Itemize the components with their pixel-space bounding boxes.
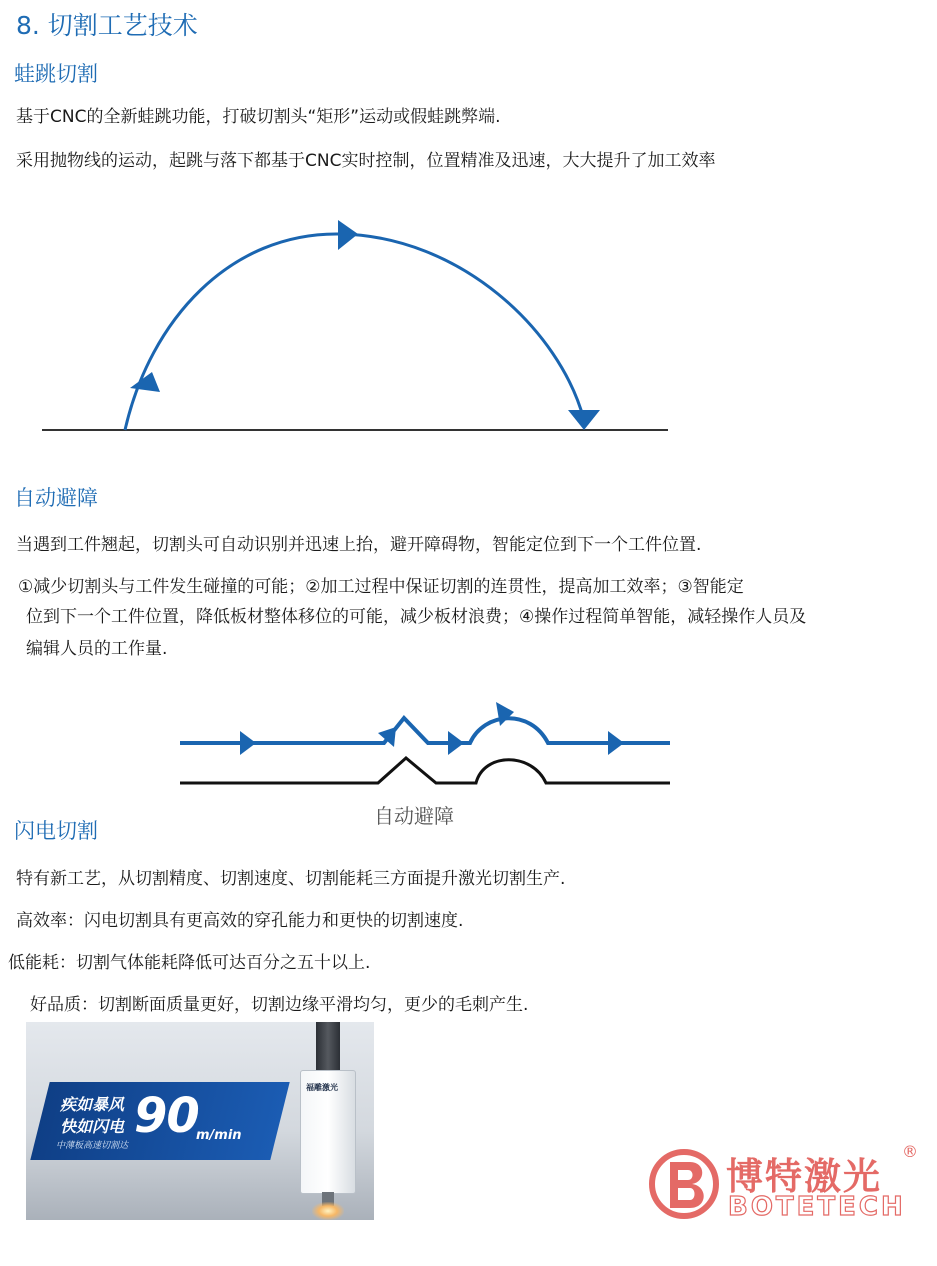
page-title: 8. 切割工艺技术 (16, 11, 198, 40)
promo-slogan-1: 疾如暴风 (60, 1095, 125, 1114)
registered-mark: ® (902, 1142, 918, 1161)
laser-head-top (316, 1022, 340, 1072)
arrow-right-icon (448, 731, 464, 755)
promo-speed-unit: m/min (196, 1128, 242, 1143)
leapfrog-paragraph-1: 基于CNC的全新蛙跳功能，打破切割头“矩形”运动或假蛙跳弊端. (16, 107, 501, 127)
lightning-paragraph-4: 好品质：切割断面质量更好，切割边缘平滑均匀，更少的毛刺产生. (30, 995, 529, 1015)
section-heading-leapfrog: 蛙跳切割 (14, 62, 98, 86)
spark-glow (312, 1202, 344, 1220)
laser-head-promo-image (26, 1022, 374, 1220)
lightning-paragraph-1: 特有新工艺，从切割精度、切割速度、切割能耗三方面提升激光切割生产. (16, 869, 566, 889)
promo-speed: 90 (134, 1088, 199, 1144)
section-heading-obstacle-avoidance: 自动避障 (14, 486, 98, 510)
promo-slogan-2: 快如闪电 (60, 1117, 125, 1136)
lightning-paragraph-2: 高效率：闪电切割具有更高效的穿孔能力和更快的切割速度. (16, 911, 464, 931)
logo-english-name: BOTETECH (728, 1192, 906, 1222)
arrow-right-icon (240, 731, 256, 755)
promo-subtitle: 中薄板高速切割达 (56, 1141, 129, 1151)
diagram-caption: 自动避障 (374, 804, 454, 828)
arrow-right-icon (496, 702, 514, 726)
avoidance-paragraph-2-line-2: 位到下一个工件位置，降低板材整体移位的可能，减少板材浪费；④操作过程简单智能，减轻操作人员及 (26, 607, 807, 627)
avoidance-paragraph-1: 当遇到工件翘起，切割头可自动识别并迅速上抬，避开障碍物，智能定位到下一个工件位置. (16, 535, 702, 555)
botetech-logo-icon (650, 1148, 718, 1220)
logo-chinese-name: 博特激光 (726, 1155, 882, 1198)
arrow-right-icon (608, 731, 624, 755)
lightning-paragraph-3: 低能耗：切割气体能耗降低可达百分之五十以上. (8, 953, 371, 973)
leapfrog-paragraph-2: 采用抛物线的运动，起跳与落下都基于CNC实时控制，位置精准及迅速，大大提升了加工效率 (16, 151, 716, 171)
section-heading-lightning-cutting: 闪电切割 (14, 819, 98, 843)
avoidance-paragraph-2-line-3: 编辑人员的工作量. (26, 639, 168, 659)
laser-head-brand: 福雕激光 (306, 1083, 338, 1092)
avoidance-paragraph-2-line-1: ①减少切割头与工件发生碰撞的可能；②加工过程中保证切割的连贯性，提高加工效率；③智能定 (18, 577, 744, 597)
